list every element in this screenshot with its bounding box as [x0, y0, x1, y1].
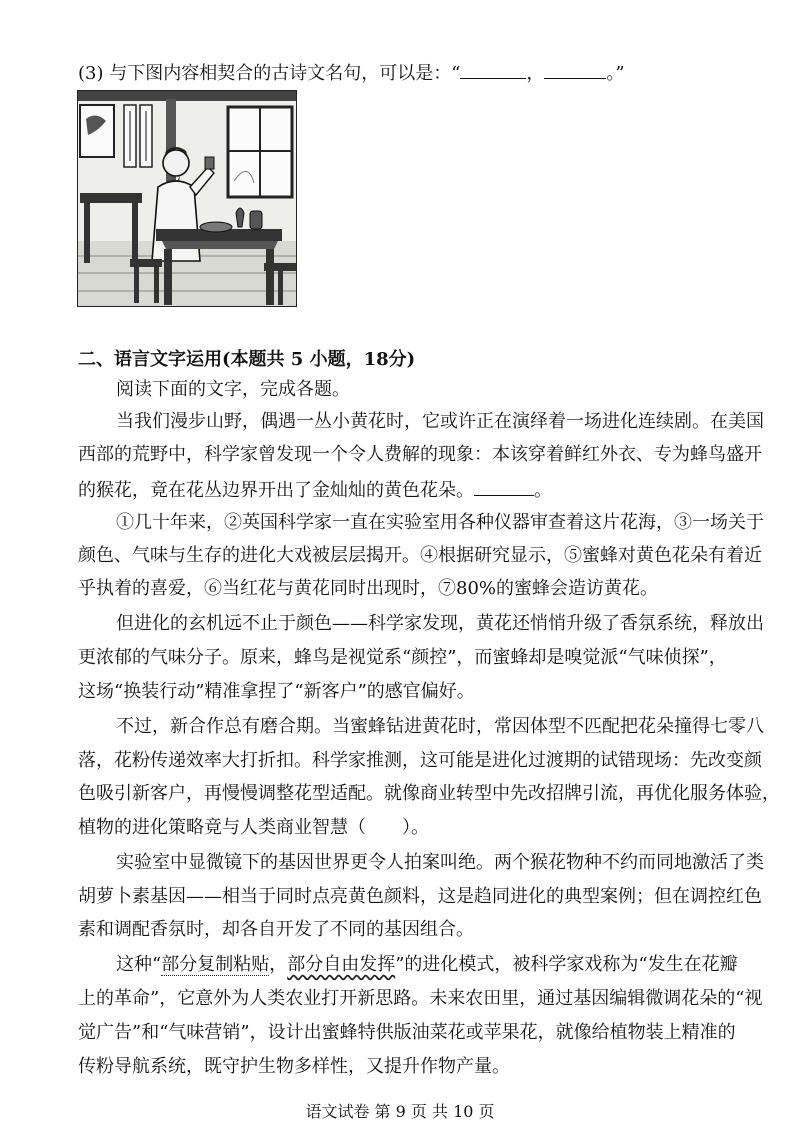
para-5-line-3: 素和调配香氛时，却各自开发了不同的基因组合。	[78, 919, 474, 940]
answer-blank-3[interactable]	[474, 477, 534, 496]
para-5-line-1: 实验室中显微镜下的基因世界更令人拍案叫绝。两个猴花物种不约而同地激活了类	[116, 852, 764, 873]
para-6-line-3: 觉广告”和“气味营销”，设计出蜜蜂特供版油菜花或苹果花，就像给植物装上精准的	[78, 1022, 736, 1043]
para-4-line-2: 落，花粉传递效率大打折扣。科学家推测，这可能是进化过渡期的试错现场：先改变颜	[78, 750, 762, 771]
section-2-instruction: 阅读下面的文字，完成各题。	[116, 379, 350, 400]
answer-blank-2[interactable]	[544, 60, 606, 79]
para-6-line-1: 这种“部分复制粘贴，部分自由发挥”的进化模式，被科学家戏称为“发生在花瓣	[116, 954, 738, 975]
para-6-line-4: 传粉导航系统，既守护生物多样性，又提升作物产量。	[78, 1056, 510, 1077]
dotted-underlined-phrase: 部分复制粘贴	[161, 954, 270, 975]
para-5-line-2: 胡萝卜素基因——相当于同时点亮黄色颜料，这是趋同进化的典型案例；但在调控红色	[78, 886, 762, 907]
question-3-prompt: (3) 与下图内容相契合的古诗文名句，可以是：“	[78, 63, 461, 84]
para-3-line-2: 更浓郁的气味分子。原来，蜂鸟是视觉系“颜控”，而蜜蜂却是嗅觉派“气味侦探”，	[78, 647, 727, 668]
answer-blank-1[interactable]	[460, 60, 526, 79]
para-3-line-3: 这场“换装行动”精准拿捏了“新客户”的感官偏好。	[78, 681, 475, 702]
page-footer: 语文试卷 第 9 页 共 10 页	[305, 1102, 495, 1121]
para-1-line-2: 西部的荒野中，科学家曾发现一个令人费解的现象：本该穿着鲜红外衣、专为蜂鸟盛开	[78, 444, 762, 465]
para-4-line-4: 植物的进化策略竟与人类商业智慧（ ）。	[78, 817, 429, 838]
para-2-line-3: 乎执着的喜爱，⑥当红花与黄花同时出现时，⑦80%的蜜蜂会造访黄花。	[78, 578, 659, 599]
question-3: (3) 与下图内容相契合的古诗文名句，可以是：“ ， 。”	[78, 60, 625, 86]
para-3-line-1: 但进化的玄机远不止于颜色——科学家发现，黄花还悄悄升级了香氛系统，释放出	[116, 613, 764, 634]
para-4-line-3: 色吸引新客户，再慢慢调整花型适配。就像商业转型中先改招牌引流，再优化服务体验，	[78, 783, 780, 804]
illustration-scholar-drinking	[77, 90, 297, 307]
para-2-line-1: ①几十年来，②英国科学家一直在实验室用各种仪器审查着这片花海，③一场关于	[116, 512, 764, 533]
section-2-heading: 二、语言文字运用(本题共 5 小题，18分)	[78, 349, 416, 370]
para-1-line-1: 当我们漫步山野，偶遇一丛小黄花时，它或许正在演绎着一场进化连续剧。在美国	[116, 411, 764, 432]
para-2-line-2: 颜色、气味与生存的进化大戏被层层揭开。④根据研究显示，⑤蜜蜂对黄色花朵有着近	[78, 545, 762, 566]
para-1-line-3: 的猴花，竟在花丛边界开出了金灿灿的黄色花朵。 。	[78, 477, 552, 503]
para-6-line-2: 上的革命”，它意外为人类农业打开新思路。未来农田里，通过基因编辑微调花朵的“视	[78, 988, 763, 1009]
para-4-line-1: 不过，新合作总有磨合期。当蜜蜂钻进黄花时，常因体型不匹配把花朵撞得七零八	[116, 716, 764, 737]
wavy-underlined-phrase: 部分自由发挥	[287, 954, 396, 975]
